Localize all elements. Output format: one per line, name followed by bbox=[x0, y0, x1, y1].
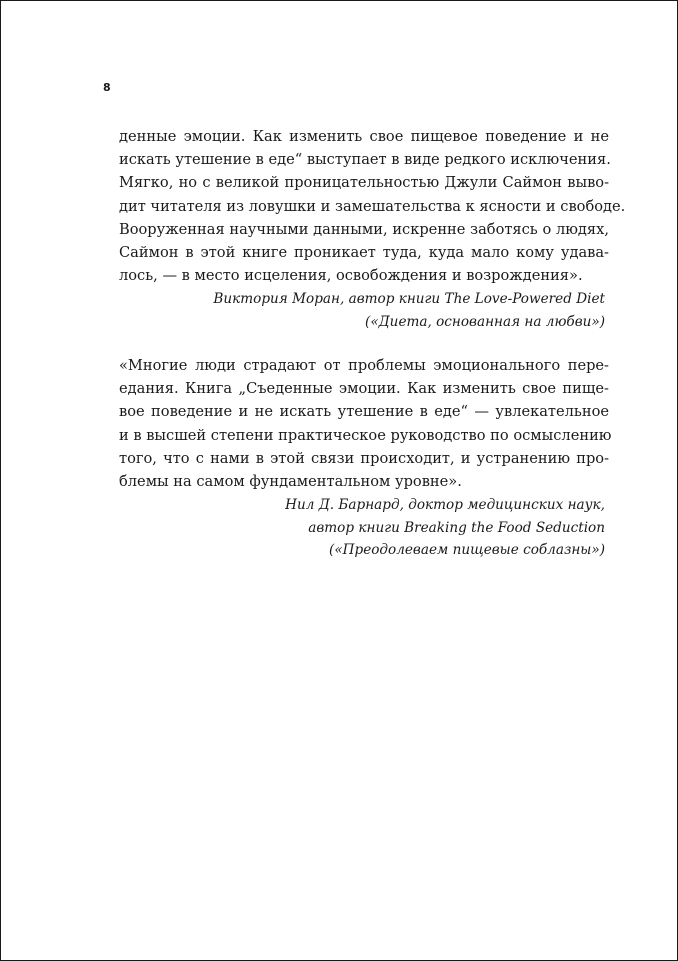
quote-line: едания. Книга „Съеденные эмоции. Как изменить свое пище- bbox=[119, 380, 609, 398]
attribution-line: автор книги Breaking the Food Seduction bbox=[308, 519, 605, 536]
quote-line: Мягко, но с великой проницательностью Джули Саймон выво- bbox=[119, 174, 609, 192]
quote-attribution bbox=[285, 494, 605, 562]
attribution-line: Виктория Моран, автор книги The Love-Powered Diet bbox=[213, 291, 605, 307]
quote-line: того, что с нами в этой связи происходит, и устранению про- bbox=[119, 449, 609, 467]
quote-line: Вооруженная научными данными, искренне заботясь о людях, bbox=[119, 220, 609, 238]
quote-line: вое поведение и не искать утешение в еде“ — увлекательное bbox=[119, 403, 609, 421]
quote-line: искать утешение в еде“ выступает в виде редкого исключения. bbox=[119, 151, 611, 169]
quote-line: и в высшей степени практическое руководство по осмыслению bbox=[119, 426, 612, 444]
attribution-line: Нил Д. Барнард, доктор медицинских наук, bbox=[285, 497, 605, 513]
quote-attribution bbox=[213, 288, 605, 333]
quote-line: «Многие люди страдают от проблемы эмоционального пере- bbox=[119, 357, 609, 374]
quote-continuation bbox=[119, 125, 626, 287]
quote-line: Саймон в этой книге проникает туда, куда мало кому удава- bbox=[119, 244, 609, 262]
attribution-line: («Диета, основанная на любви») bbox=[365, 313, 605, 330]
attribution-line: («Преодолеваем пищевые соблазны») bbox=[329, 542, 605, 559]
quote-line: дит читателя из ловушки и замешательства к ясности и свободе. bbox=[119, 197, 626, 215]
quote-line: лось, — в место исцеления, освобождения и возрождения». bbox=[119, 267, 583, 285]
quote-block bbox=[119, 354, 612, 493]
quote-line: денные эмоции. Как изменить свое пищевое поведение и не bbox=[119, 128, 609, 145]
quote-line: блемы на самом фундаментальном уровне». bbox=[119, 473, 462, 491]
page-number: 8 bbox=[103, 81, 111, 94]
